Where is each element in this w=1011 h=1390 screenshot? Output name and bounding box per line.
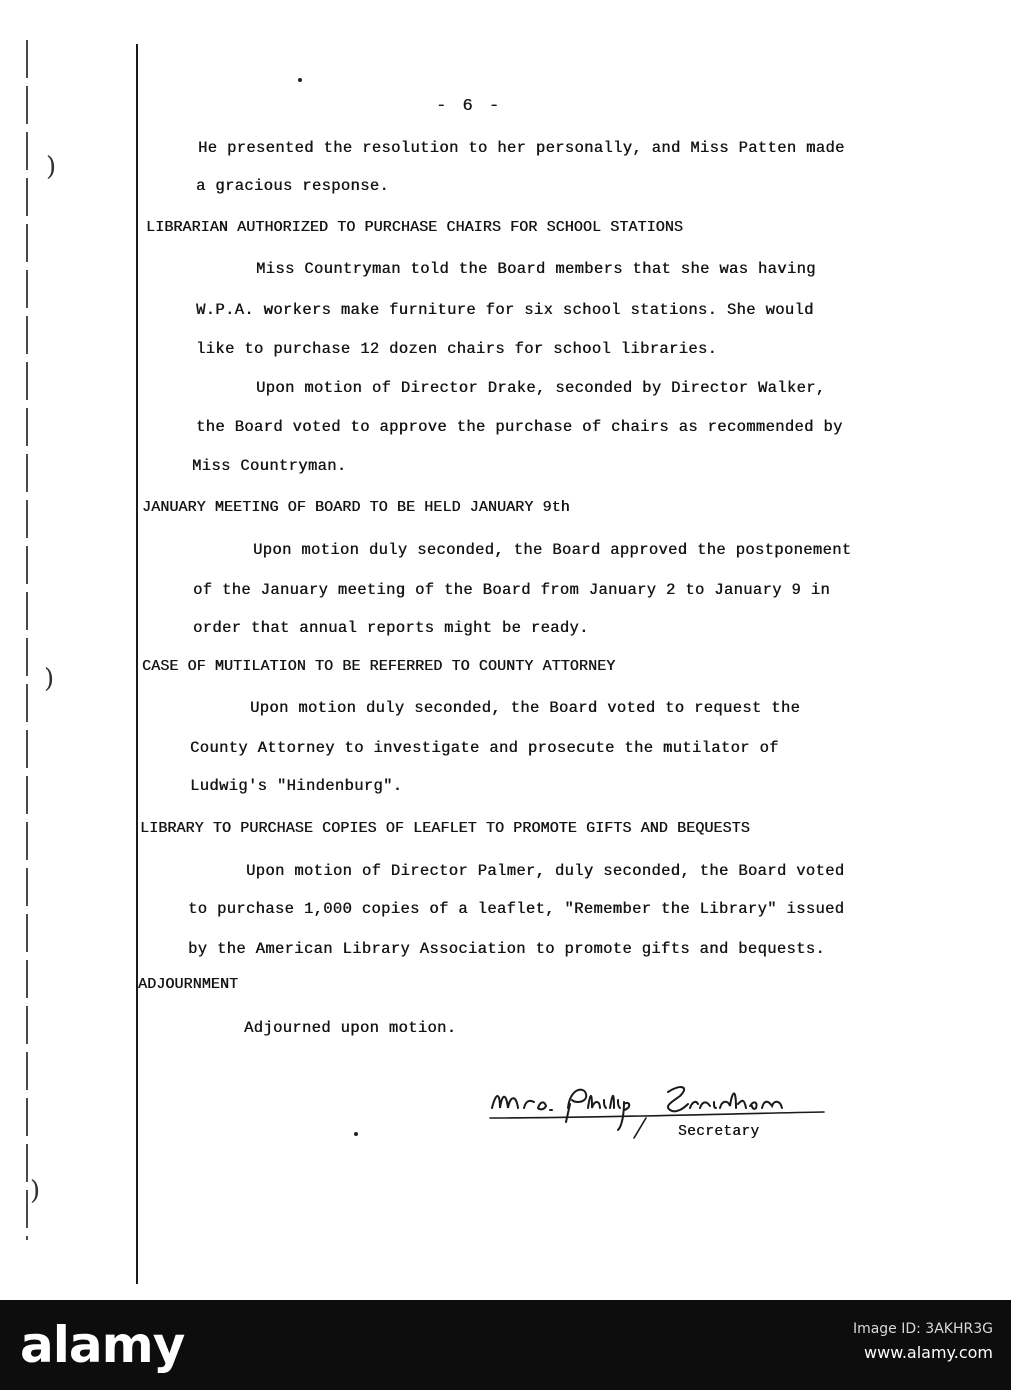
handwritten-signature xyxy=(484,1078,830,1140)
scan-edge-line xyxy=(26,40,28,1240)
signature-title: Secretary xyxy=(678,1124,760,1140)
watermark-meta xyxy=(853,1318,993,1366)
text-line: the Board voted to approve the purchase of chairs as recommended by xyxy=(196,418,843,436)
punch-hole-mark: ) xyxy=(46,152,57,182)
section-heading: LIBRARIAN AUTHORIZED TO PURCHASE CHAIRS FOR SCHOOL STATIONS xyxy=(146,219,683,236)
image-id: Image ID: 3AKHR3G xyxy=(852,1321,993,1337)
text-line: by the American Library Association to promote gifts and bequests. xyxy=(188,940,825,958)
punch-hole-mark: ) xyxy=(30,1176,41,1206)
scan-speck xyxy=(354,1132,358,1136)
text-line: Miss Countryman told the Board members that she was having xyxy=(256,260,816,278)
text-line: like to purchase 12 dozen chairs for school libraries. xyxy=(196,340,718,358)
text-line: Ludwig's "Hindenburg". xyxy=(190,777,403,795)
margin-rule xyxy=(136,44,138,1284)
text-line: of the January meeting of the Board from January 2 to January 9 in xyxy=(193,581,830,599)
watermark-footer xyxy=(0,1300,1011,1390)
alamy-logo: alamy xyxy=(20,1316,185,1374)
text-line: Upon motion of Director Palmer, duly seconded, the Board voted xyxy=(246,862,845,880)
text-line: County Attorney to investigate and prosecute the mutilator of xyxy=(190,739,779,757)
text-line: Adjourned upon motion. xyxy=(244,1019,457,1037)
text-line: to purchase 1,000 copies of a leaflet, "Remember the Library" issued xyxy=(188,900,845,918)
text-line: W.P.A. workers make furniture for six school stations. She would xyxy=(196,301,814,319)
text-line: a gracious response. xyxy=(196,177,390,195)
site-url: www.alamy.com xyxy=(864,1343,993,1362)
section-heading: LIBRARY TO PURCHASE COPIES OF LEAFLET TO PROMOTE GIFTS AND BEQUESTS xyxy=(140,820,750,837)
text-line: Upon motion duly seconded, the Board voted to request the xyxy=(250,699,801,717)
page-number: - 6 - xyxy=(436,97,503,116)
text-line: Upon motion of Director Drake, seconded by Director Walker, xyxy=(256,379,826,397)
section-heading: ADJOURNMENT xyxy=(138,976,239,993)
text-line: Upon motion duly seconded, the Board approved the postponement xyxy=(253,541,852,559)
text-line: He presented the resolution to her personally, and Miss Patten made xyxy=(198,139,845,157)
punch-hole-mark: ) xyxy=(44,664,55,694)
scan-speck xyxy=(298,78,302,82)
text-line: Miss Countryman. xyxy=(192,457,347,475)
section-heading: JANUARY MEETING OF BOARD TO BE HELD JANUARY 9th xyxy=(142,499,570,516)
section-heading: CASE OF MUTILATION TO BE REFERRED TO COUNTY ATTORNEY xyxy=(142,658,616,675)
text-line: order that annual reports might be ready. xyxy=(193,619,589,637)
